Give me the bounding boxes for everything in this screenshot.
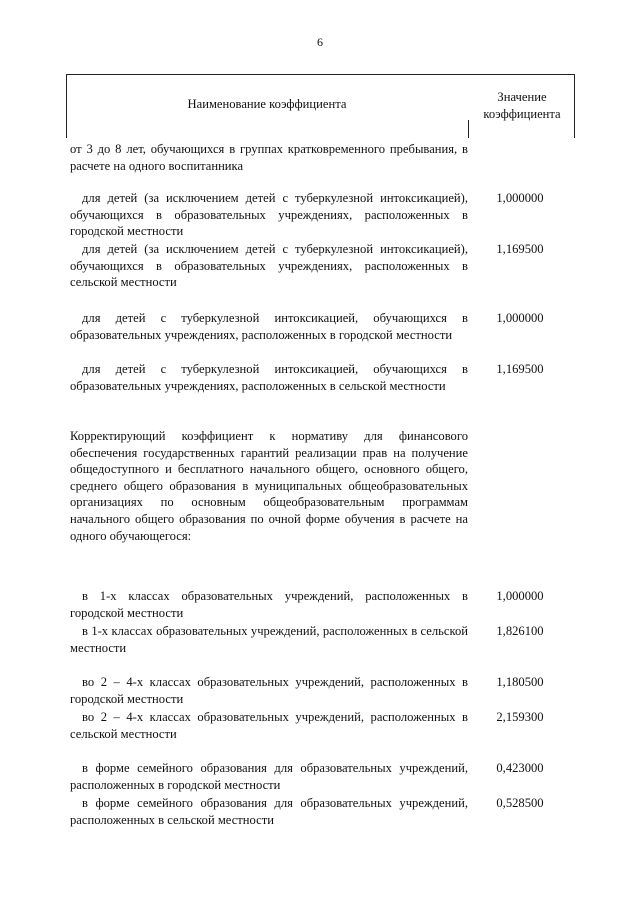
row-text: для детей (за исключением детей с туберкулезной интоксикацией), обучающихся в образовательных учреждениях, расположенных в сельской местности	[70, 242, 468, 290]
column-header-value	[470, 89, 574, 122]
row-value: 1,826100	[496, 624, 544, 638]
column-header-name: Наименование коэффициента	[187, 97, 347, 111]
row-text: для детей с туберкулезной интоксикацией, обучающихся в образовательных учреждениях, расположенных в городской местности	[70, 311, 468, 342]
row-text: в 1-х классах образовательных учреждений, расположенных в городской местности	[70, 589, 468, 620]
row-value: 1,000000	[496, 589, 544, 603]
row-text: в 1-х классах образовательных учреждений, расположенных в сельской местности	[70, 624, 468, 655]
row-value: 1,169500	[496, 362, 544, 376]
row-value: 0,423000	[496, 761, 544, 775]
column-header-value-line2: коэффициента	[483, 106, 561, 121]
row-text: во 2 – 4-х классах образовательных учреждений, расположенных в городской местности	[70, 675, 468, 706]
column-header-value-line1: Значение	[497, 90, 547, 104]
row-text: в форме семейного образования для образовательных учреждений, расположенных в сельской местности	[70, 796, 468, 827]
row-value: 1,000000	[496, 311, 544, 325]
header-column-separator	[468, 120, 469, 138]
coefficient-paragraph: Корректирующий коэффициент к нормативу для финансового обеспечения государственных гарантий реализации прав на получение общедоступного и бесплатного начального общего, основного общего, среднего общего образования в муниципальных общеобразовательных организациях по основным общеобразовательным программам начального общего образования по очной форме обучения в расчете на одного обучающегося:	[70, 429, 468, 543]
row-text: для детей с туберкулезной интоксикацией, обучающихся в образовательных учреждениях, расположенных в сельской местности	[70, 362, 468, 393]
row-value: 1,169500	[496, 242, 544, 256]
header-right-border	[574, 74, 575, 138]
header-top-border	[66, 74, 574, 75]
row-value: 1,000000	[496, 191, 544, 205]
row-text: во 2 – 4-х классах образовательных учреждений, расположенных в сельской местности	[70, 710, 468, 741]
row-value: 1,180500	[496, 675, 544, 689]
row-value: 2,159300	[496, 710, 544, 724]
intro-text: от 3 до 8 лет, обучающихся в группах кратковременного пребывания, в расчете на одного воспитанника	[70, 142, 468, 173]
row-value: 0,528500	[496, 796, 544, 810]
row-text: в форме семейного образования для образовательных учреждений, расположенных в городской местности	[70, 761, 468, 792]
row-text: для детей (за исключением детей с туберкулезной интоксикацией), обучающихся в образовательных учреждениях, расположенных в городской местности	[70, 191, 468, 239]
page-number: 6	[317, 35, 323, 49]
